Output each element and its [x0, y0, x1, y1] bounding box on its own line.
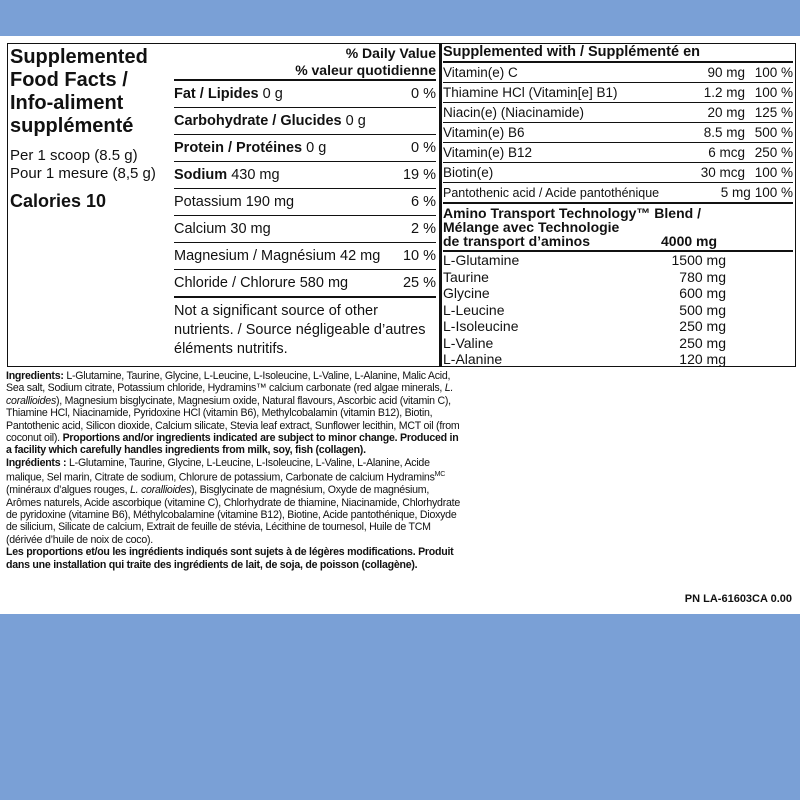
- amino-name: L-Isoleucine: [443, 318, 519, 334]
- nutrient-dv: 0 %: [411, 140, 436, 156]
- amino-name: Glycine: [443, 285, 490, 301]
- nutrient-label: Carbohydrate / Glucides 0 g: [174, 113, 366, 129]
- supplement-name: Vitamin(e) B6: [443, 125, 525, 140]
- nutrient-row: [174, 215, 436, 242]
- supplement-pct: 100 %: [754, 185, 793, 200]
- supplement-pct: 100 %: [754, 65, 793, 80]
- amino-amount: 250 mg: [679, 318, 726, 334]
- nutrient-label: Magnesium / Magnésium 42 mg: [174, 248, 381, 264]
- supplement-name: Pantothenic acid / Acide pantothénique: [443, 185, 660, 200]
- amino-amount: 250 mg: [679, 334, 726, 351]
- nutrient-row: [174, 242, 436, 269]
- supplement-column: [443, 44, 793, 368]
- calories: Calories 10: [10, 191, 107, 211]
- amino-amount: 1500 mg: [671, 252, 726, 268]
- supplement-row: [443, 102, 793, 122]
- nutrient-label: Fat / Lipides 0 g: [174, 86, 283, 102]
- nutrient-row: [174, 188, 436, 215]
- amino-row: [443, 269, 726, 286]
- amino-name: L-Leucine: [443, 301, 505, 318]
- amino-row: [443, 285, 726, 302]
- serving-size: Per 1 scoop (8.5 g) Pour 1 mesure (8,5 g): [10, 147, 156, 182]
- amino-amount: 780 mg: [679, 268, 726, 285]
- nutrient-row: [174, 107, 436, 134]
- supplement-amount: 20 mg: [707, 105, 745, 120]
- supplement-name: Vitamin(e) C: [443, 65, 518, 80]
- supplement-amount: 90 mg: [707, 65, 745, 80]
- amino-amount: 120 mg: [679, 351, 726, 367]
- amino-row: [443, 318, 726, 335]
- ingredients-block: [6, 370, 461, 571]
- supplement-row: [443, 122, 793, 142]
- nutrient-dv: 25 %: [402, 275, 436, 291]
- ingredients-fr: Ingrédients : L-Glutamine, Taurine, Glycine, L-Leucine, L-Isoleucine, L-Valine, L-Alanine, Acide malique, Sel marin, Citrate de sodium, Chlorure de potassium, Carbonate de calcium Hydramins$^{MC}$ (minéraux d’algues rouges, L. corallioides), Bisglycinate de magnésium, Oxyde de magnésium, Arômes naturels, Acide ascorbique (vitamine C), Chlorhydrate de thiamine, Niacinamide, Chlorhydrate de pyridoxine (vitamine B6), Méthylcobalamine (vitamine B12), Biotine, Acide pantothénique, Dioxyde de silicium, Silicate de calcium, Extrait de feuille de stévia, Lécithine de tournesol, Huile de TCM (dérivée d’huile de noix de coco). Les proportions et/ou les ingrédients indiqués sont sujets à de légères modifications. Produit dans une installation qui traite des ingrédients de lait, de soja, de poisson (collagène).: [6, 456, 460, 571]
- supplement-pct: 100 %: [754, 85, 793, 100]
- nutrient-dv: 2 %: [411, 221, 436, 237]
- supplemented-header: Supplemented with / Supplémenté en: [443, 44, 700, 60]
- nutrient-row: [174, 134, 436, 161]
- column-divider: [439, 43, 442, 367]
- supplement-name: Vitamin(e) B12: [443, 145, 533, 160]
- facts-title-column: [10, 46, 170, 212]
- amino-row: [443, 302, 726, 319]
- supplement-name: Niacin(e) (Niacinamide): [443, 105, 585, 120]
- nutrient-label: Chloride / Chlorure 580 mg: [174, 275, 349, 291]
- supplement-pct: 500 %: [754, 125, 793, 140]
- amino-amount: 600 mg: [679, 285, 726, 301]
- supplement-amount: 6 mcg: [708, 145, 745, 160]
- supplement-amount: 5 mg: [720, 185, 751, 200]
- not-significant-note: Not a significant source of other nutrients. / Source négligeable d’autres éléments nutritifs.: [174, 296, 436, 359]
- nutrient-row: [174, 269, 436, 296]
- supplement-amount: 30 mcg: [700, 165, 745, 180]
- supplement-pct: 100 %: [754, 165, 793, 180]
- supplement-amount: 1.2 mg: [703, 85, 745, 100]
- nutrient-label: Potassium 190 mg: [174, 194, 295, 210]
- nutrient-label: Protein / Protéines 0 g: [174, 140, 327, 156]
- nutrient-dv: 6 %: [411, 194, 436, 210]
- amino-list: [443, 250, 793, 368]
- supplement-row: [443, 142, 793, 162]
- nutrient-label: Sodium 430 mg: [174, 167, 280, 183]
- nutrient-label: Calcium 30 mg: [174, 221, 271, 237]
- nutrient-row: [174, 79, 436, 107]
- facts-title: Supplemented Food Facts / Info-aliment supplémenté: [10, 46, 148, 137]
- amino-name: L-Glutamine: [443, 252, 520, 268]
- amino-name: L-Alanine: [443, 351, 503, 367]
- supplement-row: [443, 61, 793, 82]
- supplement-row: [443, 162, 793, 182]
- part-number: PN LA-61603CA 0.00: [684, 593, 792, 605]
- amino-row: [443, 335, 726, 352]
- nutrient-dv: 19 %: [402, 167, 436, 183]
- nutrient-column: [174, 45, 436, 359]
- supplement-amount: 8.5 mg: [703, 125, 745, 140]
- blend-amount: 4000 mg: [661, 233, 718, 249]
- amino-row: [443, 252, 726, 269]
- daily-value-header: % Daily Value % valeur quotidienne: [295, 45, 436, 78]
- amino-amount: 500 mg: [679, 301, 726, 318]
- nutrient-dv: 0 %: [411, 86, 436, 102]
- supplement-pct: 250 %: [754, 145, 793, 160]
- blend-title: Amino Transport Technology™ Blend / Mélange avec Technologie de transport d’aminos 4000 mg: [443, 202, 793, 250]
- supplement-row: [443, 82, 793, 102]
- supplement-name: Biotin(e): [443, 165, 494, 180]
- ingredients-en: Ingredients: L-Glutamine, Taurine, Glycine, L-Leucine, L-Isoleucine, L-Valine, L-Alanine, Malic Acid, Sea salt, Sodium citrate, Potassium chloride, Hydramins™ calcium carbonate (red algae minerals, L. corallioides), Magnesium bisglycinate, Magnesium oxide, Natural flavours, Ascorbic acid (vitamin C), Thiamine HCl, Niacinamide, Pyridoxine HCl (vitamin B6), Methylcobalamin (vitamin B12), Biotin, Pantothenic acid, Silicon dioxide, Calcium silicate, Stevia leaf extract, Sunflower lecithin, MCT oil (from coconut oil). Proportions and/or ingredients indicated are subject to minor change. Produced in a facility which carefully handles ingredients from milk, soy, fish (collagen).: [6, 370, 460, 457]
- nutrient-row: [174, 161, 436, 188]
- nutrient-dv: 10 %: [402, 248, 436, 264]
- amino-name: Taurine: [443, 268, 489, 285]
- amino-name: L-Valine: [443, 334, 494, 351]
- supplement-row: [443, 182, 793, 202]
- amino-row: [443, 351, 726, 368]
- supplement-pct: 125 %: [754, 105, 793, 120]
- supplement-name: Thiamine HCl (Vitamin[e] B1): [443, 85, 618, 100]
